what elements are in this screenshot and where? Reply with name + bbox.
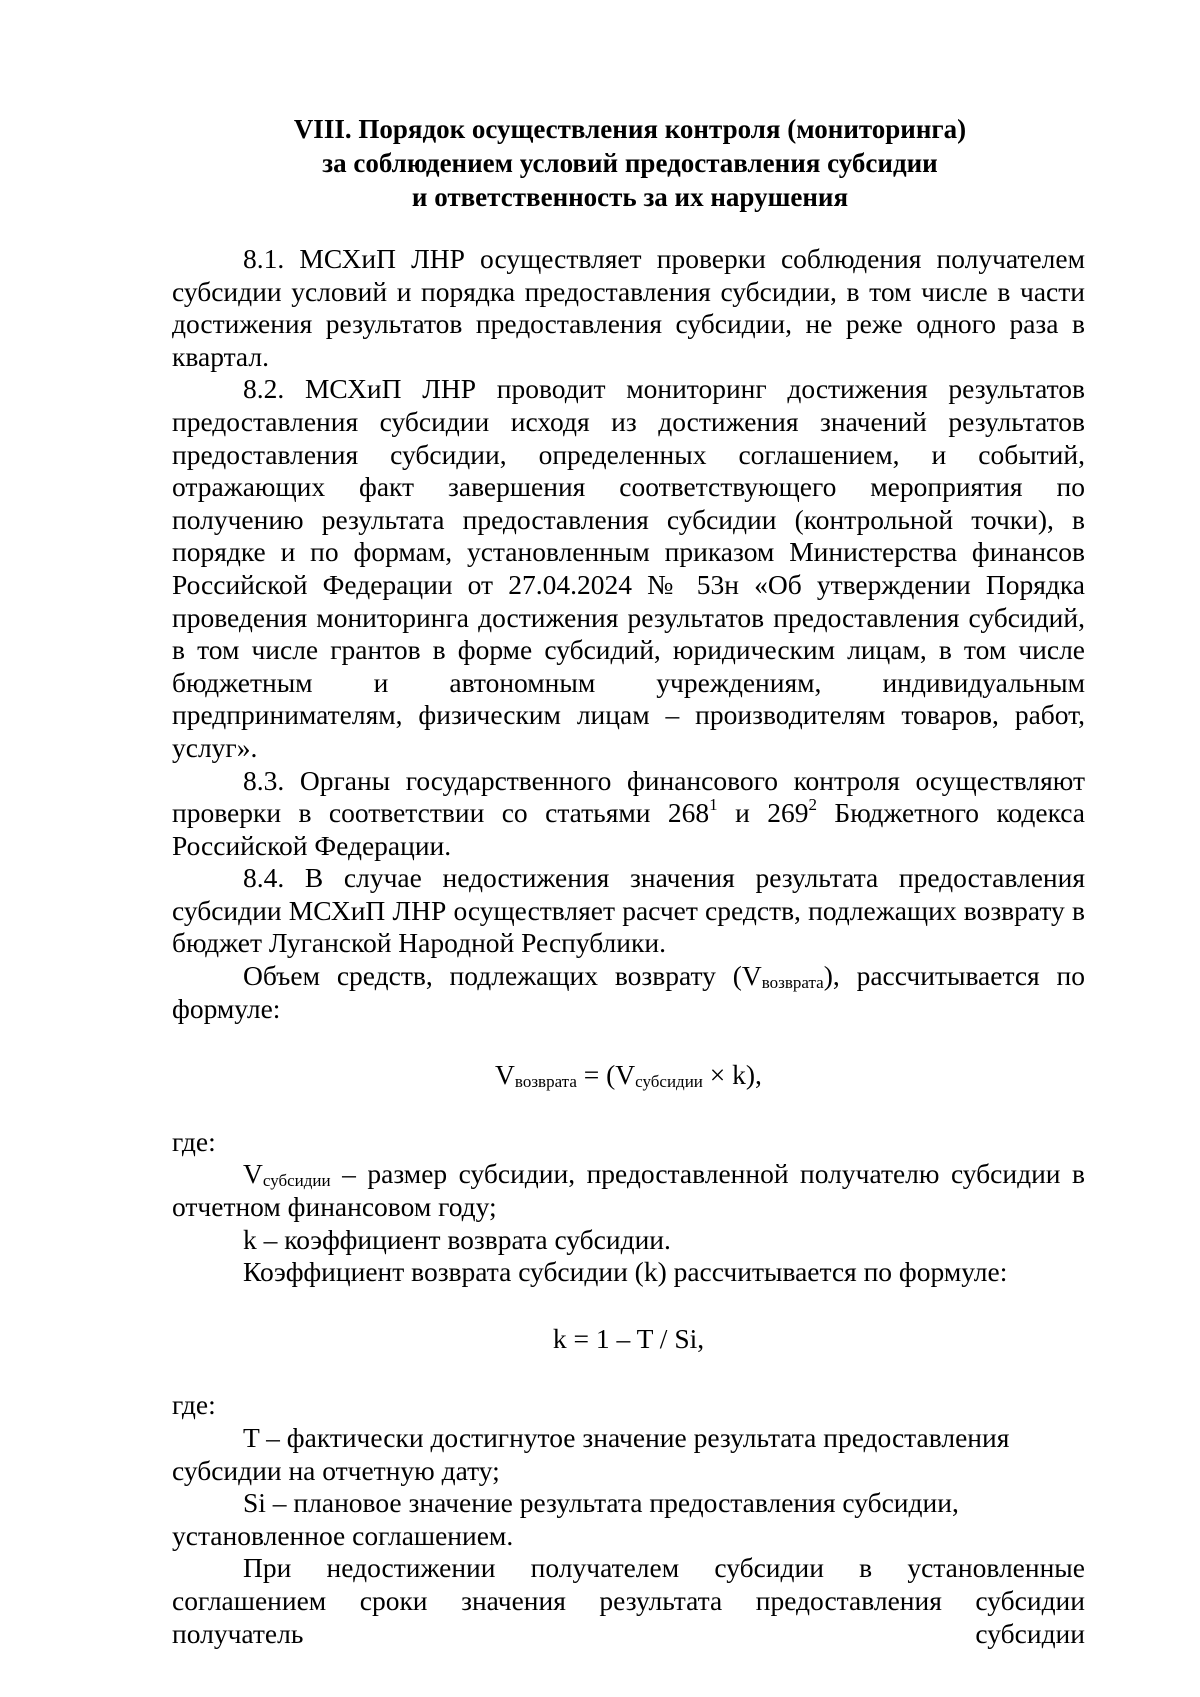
where-label: где: [172,1389,216,1421]
heading-line: VIII. Порядок осуществления контроля (мониторинга) [293,114,967,144]
superscript: 1 [709,795,718,815]
paragraph-8-2: 8.2. МСХиП ЛНР проводит мониторинг достижения результатов предоставления субсидии исходя из достижения значений результатов предоставления субсидии, определенных соглашением, и событий, отражающих факт завершения соответствующего мероприятия по получению результата предоставления субсидии (контрольной точки), в порядке и по формам, установленным приказом Министерства финансов Российской Федерации от 27.04.2024 № 53н «Об утверждении Порядка проведения мониторинга достижения результатов предоставления субсидий, в том числе грантов в форме субсидий, юридическим лицам, в том числе бюджетным и автономным учреждениям, индивидуальным предпринимателям, физическим лицам – производителям товаров, работ, услуг». [172,373,1085,763]
paragraph-volume [172,960,1085,1025]
paragraph-text: и 269 [717,797,809,829]
superscript: 2 [808,795,817,815]
paragraph-8-1: 8.1. МСХиП ЛНР осуществляет проверки соблюдения получателем субсидии условий и порядка предоставления субсидии, в том числе в части достижения результатов предоставления субсидии, не реже одного раза в квартал. [172,243,1085,372]
section-heading [170,112,1090,214]
subscript: субсидии [262,1171,331,1191]
subscript: возврата [761,973,824,993]
paragraph-text: Объем средств, подлежащих возврату (V [243,960,762,992]
document-body [172,243,1085,1650]
paragraph-text: Бюджетного кодекса Российской Федерации. [172,797,1085,861]
paragraph-text: 8.3. Органы государственного финансового контроля осуществляют проверки в соответствии со статьями 268 [172,764,1085,829]
formula-return-volume [172,1059,1085,1092]
definition-si-continued: установленное соглашением. [172,1519,514,1551]
where-label: где: [172,1125,216,1157]
subscript: возврата [514,1072,577,1092]
formula-symbol: = (V [576,1059,636,1091]
heading-line: и ответственность за их нарушения [411,182,849,212]
paragraph-text: ), рассчитывается по формуле: [172,960,1085,1024]
definition-si: Si – плановое значение результата предоставления субсидии, [243,1487,959,1519]
definition-v-subsidy [172,1158,1085,1223]
formula-coefficient: k = 1 – T / Si, [552,1322,705,1354]
formula-symbol: V [243,1158,263,1190]
paragraph-final: При недостижении получателем субсидии в установленные соглашением сроки значения результата предоставления субсидии получатель субсидии [172,1552,1085,1649]
heading-line: за соблюдением условий предоставления субсидии [322,148,938,178]
paragraph-text: – размер субсидии, предоставленной получателю субсидии в отчетном финансовом году; [172,1158,1085,1223]
paragraph-8-3 [172,765,1085,863]
formula-symbol: V [495,1059,515,1091]
paragraph-8-4: 8.4. В случае недостижения значения результата предоставления субсидии МСХиП ЛНР осуществляет расчет средств, подлежащих возврату в бюджет Луганской Народной Республики. [172,862,1085,959]
formula-symbol: × k), [702,1059,762,1091]
coefficient-line: Коэффициент возврата субсидии (k) рассчитывается по формуле: [243,1256,1008,1288]
definition-k: k – коэффициент возврата субсидии. [243,1223,671,1255]
definition-t: T – фактически достигнутое значение результата предоставления [243,1422,1010,1453]
subscript: субсидии [635,1072,703,1092]
definition-t-continued: субсидии на отчетную дату; [172,1454,500,1486]
